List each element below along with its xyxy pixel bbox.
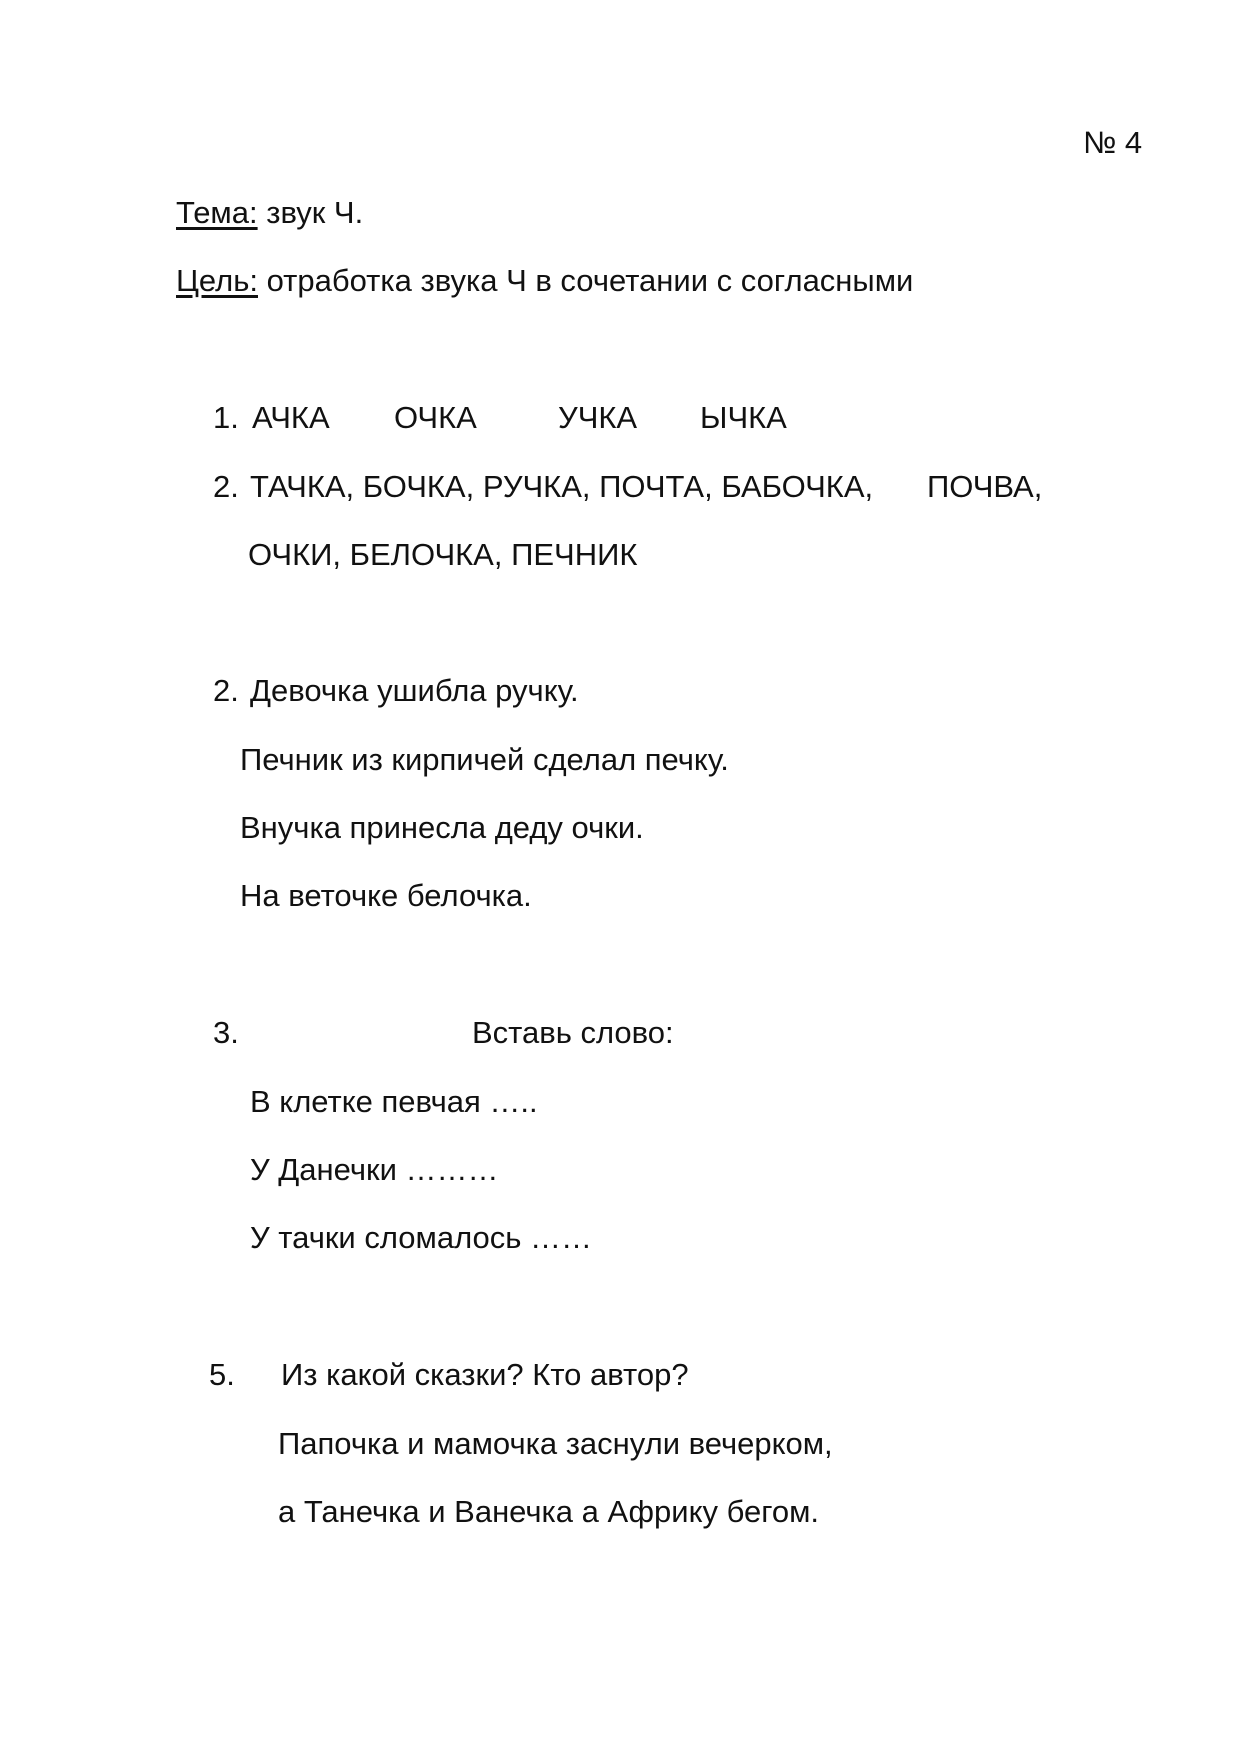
syllable: УЧКА	[558, 400, 638, 435]
syllable: ЫЧКА	[700, 400, 787, 435]
sentence: На веточке белочка.	[240, 878, 532, 913]
words-line-1: ТАЧКА, БОЧКА, РУЧКА, ПОЧТА, БАБОЧКА,	[250, 469, 874, 504]
words-line-1-end: ПОЧВА,	[927, 469, 1043, 504]
topic-line	[176, 197, 363, 228]
sentence: Внучка принесла деду очки.	[240, 810, 644, 845]
goal-value: отработка звука Ч в сочетании с согласными	[266, 263, 914, 298]
sentence: Девочка ушибла ручку.	[250, 673, 579, 708]
fill-in-line: У Данечки ………	[250, 1152, 499, 1187]
topic-value: звук Ч.	[266, 195, 364, 230]
poem-line: а Танечка и Ванечка а Африку бегом.	[278, 1494, 820, 1529]
section2-sentences-number: 2.	[213, 673, 239, 708]
goal-label: Цель:	[176, 263, 258, 298]
section5-title: Из какой сказки? Кто автор?	[281, 1357, 689, 1392]
section5-number: 5.	[209, 1357, 235, 1392]
syllable: ОЧКА	[394, 400, 477, 435]
goal-line	[176, 265, 913, 296]
fill-in-line: В клетке певчая …..	[250, 1084, 538, 1119]
topic-label: Тема:	[176, 195, 258, 230]
section3-title: Вставь слово:	[472, 1015, 674, 1050]
section1-number: 1.	[213, 400, 239, 435]
sentence: Печник из кирпичей сделал печку.	[240, 742, 729, 777]
words-line-2: ОЧКИ, БЕЛОЧКА, ПЕЧНИК	[248, 537, 638, 572]
section2-words-number: 2.	[213, 469, 239, 504]
fill-in-line: У тачки сломалось ……	[250, 1220, 593, 1255]
syllable: АЧКА	[252, 400, 330, 435]
page-number: № 4	[1083, 125, 1143, 160]
poem-line: Папочка и мамочка заснули вечерком,	[278, 1426, 833, 1461]
section3-number: 3.	[213, 1015, 239, 1050]
